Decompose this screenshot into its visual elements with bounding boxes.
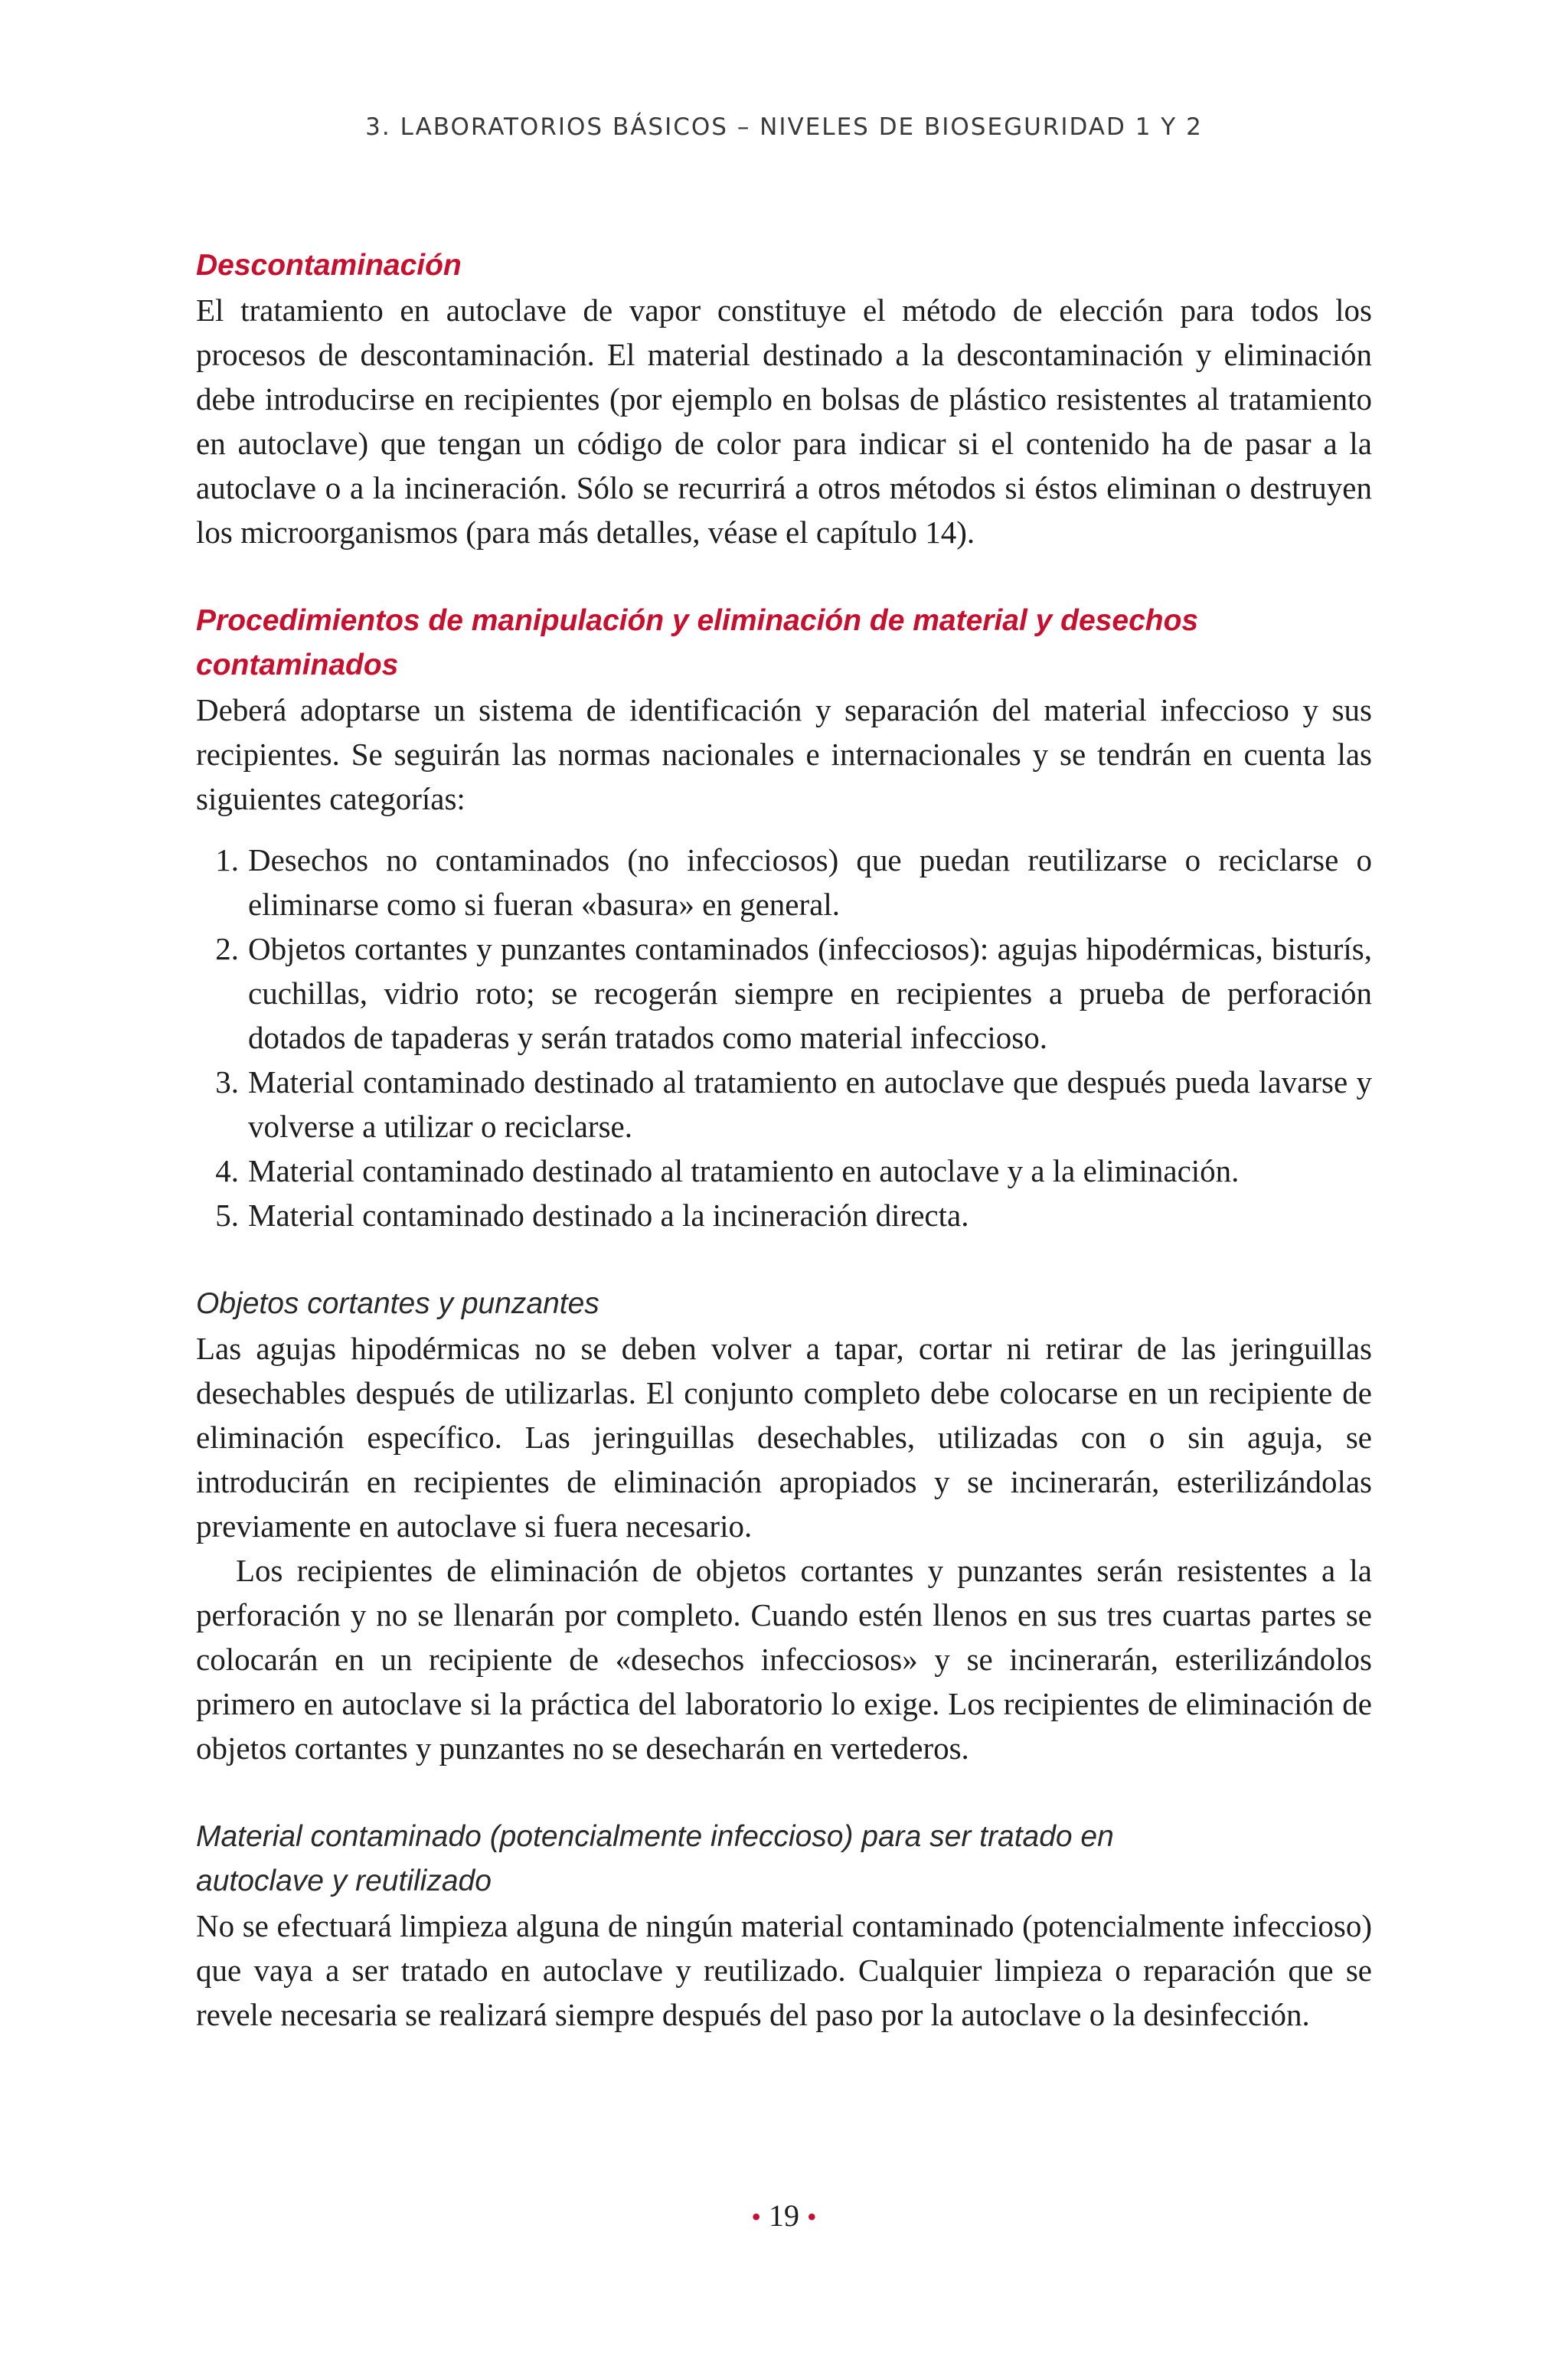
list-item-text: Objetos cortantes y punzantes contaminados (infecciosos): agujas hipodérmicas, bisturís, cuchillas, vidrio roto; se recogerán siempre en recipientes a prueba de perforación dotados de tapaderas y serán tratados como material infeccioso.: [248, 931, 1372, 1055]
list-item: [215, 1149, 1372, 1193]
waste-category-list: [196, 838, 1372, 1237]
list-item-number: 3.: [215, 1064, 239, 1100]
list-item-text: Material contaminado destinado al tratamiento en autoclave que después pueda lavarse y volverse a utilizar o reciclarse.: [248, 1064, 1372, 1144]
list-item-text: Desechos no contaminados (no infecciosos) que puedan reutilizarse o reciclarse o eliminarse como si fueran «basura» en general.: [248, 842, 1372, 922]
heading-sharps: Objetos cortantes y punzantes: [196, 1287, 599, 1320]
paragraph-handling: Deberá adoptarse un sistema de identificación y separación del material infeccioso y sus recipientes. Se seguirán las normas nacionales e internacionales y se tendrán en cuenta las siguientes categorías:: [196, 692, 1372, 816]
section-spacer: [196, 554, 1372, 599]
folio-bullet-right: •: [807, 2201, 817, 2232]
page-folio: [0, 2198, 1568, 2234]
list-item: [215, 838, 1372, 926]
paragraph-sharps-2: Los recipientes de eliminación de objetos cortantes y punzantes serán resistentes a la perforación y no se llenarán por completo. Cuando estén llenos en sus tres cuartas partes se colocarán en un recipiente de «desechos infecciosos» y se incinerarán, esterilizándolos primero en autoclave si la práctica del laboratorio lo exige. Los recipientes de eliminación de objetos cortantes y punzantes no se desecharán en vertederos.: [196, 1553, 1372, 1766]
list-item-text: Material contaminado destinado al tratamiento en autoclave y a la eliminación.: [248, 1153, 1240, 1188]
list-item-number: 4.: [215, 1153, 239, 1188]
section-spacer: [196, 1770, 1372, 1815]
list-spacer: [196, 821, 1372, 838]
heading-reuse: [196, 1815, 1372, 1904]
page-number: 19: [769, 2198, 799, 2233]
heading-reuse-line2: autoclave y reutilizado: [196, 1864, 492, 1897]
list-item-number: 2.: [215, 931, 239, 966]
list-item: [215, 1060, 1372, 1149]
page-content: [196, 243, 1372, 2037]
paragraph-reuse: No se efectuará limpieza alguna de ningún material contaminado (potencialmente infeccioso) que vaya a ser tratado en autoclave y reutilizado. Cualquier limpieza o reparación que se revele necesaria se realizará siempre después del paso por la autoclave o la desinfección.: [196, 1908, 1372, 2032]
heading-handling: Procedimientos de manipulación y eliminación de material y desechos contaminados: [196, 604, 1199, 681]
list-item-number: 1.: [215, 842, 239, 877]
folio-bullet-left: •: [751, 2201, 761, 2232]
list-item-number: 5.: [215, 1198, 239, 1233]
section-spacer: [196, 1237, 1372, 1282]
list-item-text: Material contaminado destinado a la incineración directa.: [248, 1198, 969, 1233]
list-item: [215, 926, 1372, 1060]
list-item: [215, 1193, 1372, 1237]
heading-reuse-line1: Material contaminado (potencialmente infeccioso) para ser tratado en: [196, 1820, 1114, 1853]
paragraph-sharps-1: Las agujas hipodérmicas no se deben volver a tapar, cortar ni retirar de las jeringuillas desechables después de utilizarlas. El conjunto completo debe colocarse en un recipiente de eliminación específico. Las jeringuillas desechables, utilizadas con o sin aguja, se introducirán en recipientes de eliminación apropiados y se incinerarán, esterilizándolas previamente en autoclave si fuera necesario.: [196, 1331, 1372, 1544]
paragraph-decontamination: El tratamiento en autoclave de vapor constituye el método de elección para todos los procesos de descontaminación. El material destinado a la descontaminación y eliminación debe introducirse en recipientes (por ejemplo en bolsas de plástico resistentes al tratamiento en autoclave) que tengan un código de color para indicar si el contenido ha de pasar a la autoclave o a la incineración. Sólo se recurrirá a otros métodos si éstos eliminan o destruyen los microorganismos (para más detalles, véase el capítulo 14).: [196, 292, 1372, 550]
heading-decontamination: Descontaminación: [196, 249, 462, 282]
running-header: 3. LABORATORIOS BÁSICOS – NIVELES DE BIOSEGURIDAD 1 Y 2: [365, 113, 1203, 141]
